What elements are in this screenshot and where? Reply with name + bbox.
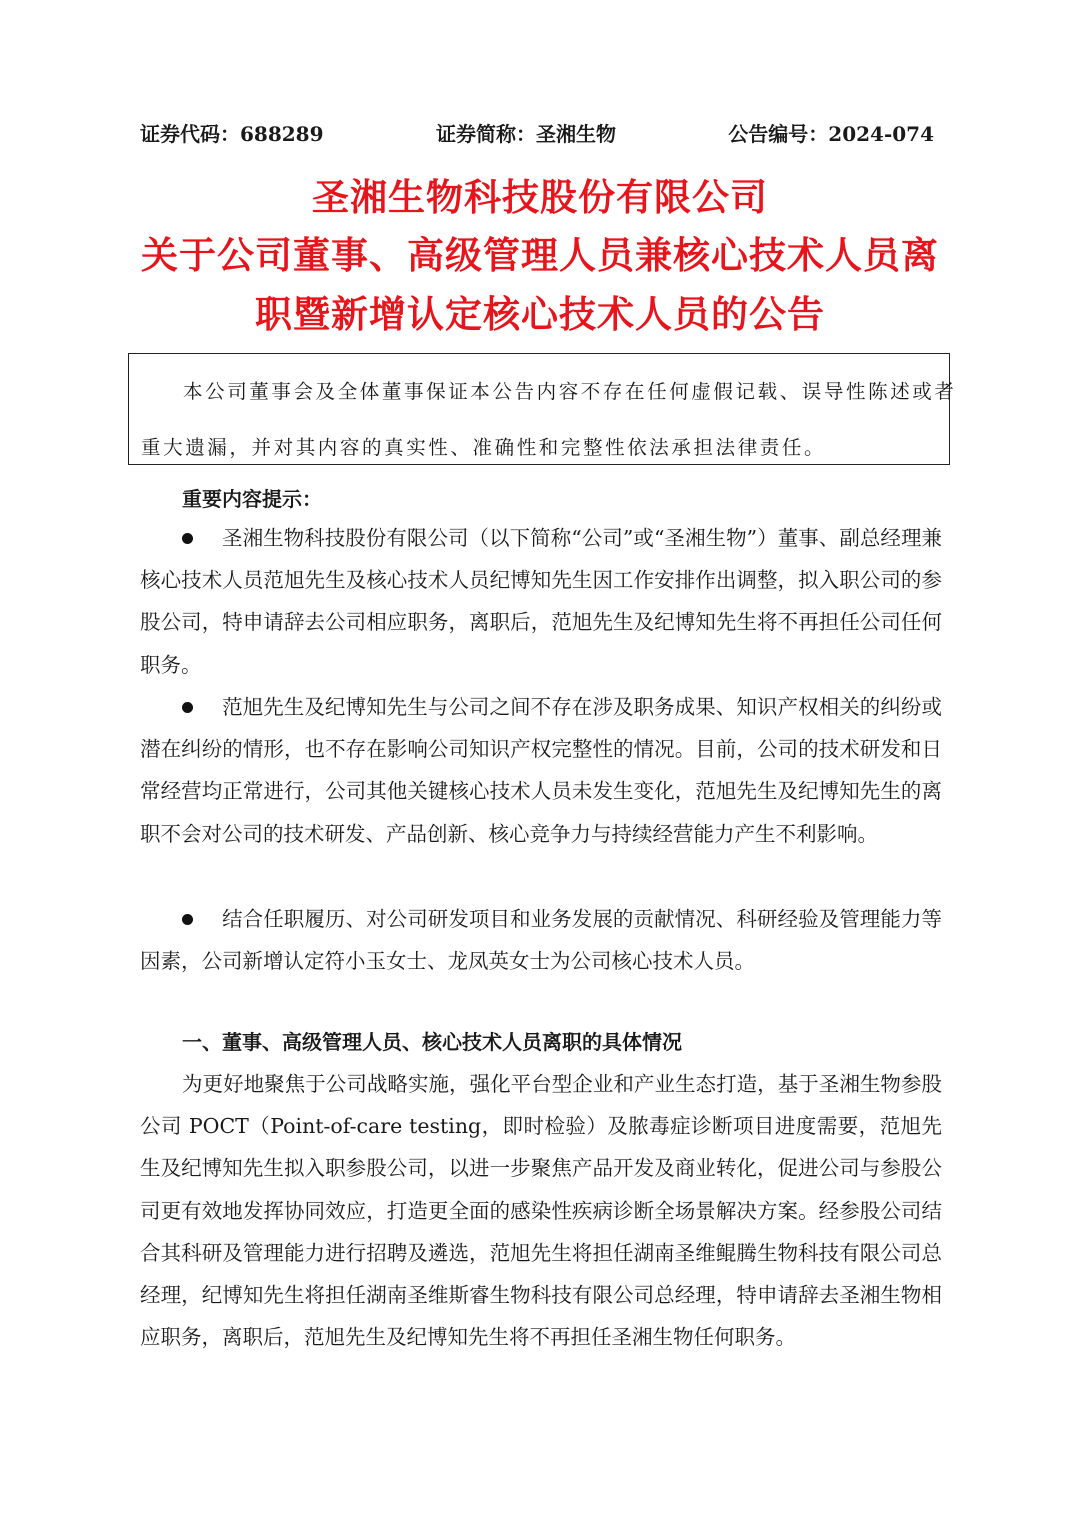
title-subject-line2: 职暨新增认定核心技术人员的公告 <box>255 293 825 336</box>
bullet-item <box>140 686 942 855</box>
notice-line-2: 重大遗漏，并对其内容的真实性、准确性和完整性依法承担法律责任。 <box>141 436 827 459</box>
bullet-text: 范旭先生及纪博知先生与公司之间不存在涉及职务成果、知识产权相关的纠纷或潜在纠纷的情形，也不存在影响公司知识产权完整性的情况。目前，公司的技术研发和日常经营均正常进行，公司其他关键核心技术人员未发生变化，范旭先生及纪博知先生的离职不会对公司的技术研发、产品创新、核心竞争力与持续经营能力产生不利影响。 <box>140 695 942 846</box>
stock-short-name: 证券简称：圣湘生物 <box>436 122 616 146</box>
bullet-icon <box>140 517 222 559</box>
section-1-heading: 一、董事、高级管理人员、核心技术人员离职的具体情况 <box>182 1030 682 1054</box>
header-info-line <box>140 118 940 152</box>
bullet-icon <box>140 686 222 728</box>
stock-code: 证券代码：688289 <box>140 122 324 146</box>
announcement-number: 公告编号：2024-074 <box>728 122 934 146</box>
board-guarantee-notice <box>128 353 957 465</box>
bullet-text: 圣湘生物科技股份有限公司（以下简称“公司”或“圣湘生物”）董事、副总经理兼核心技术人员范旭先生及核心技术人员纪博知先生因工作安排作出调整，拟入职公司的参股公司，特申请辞去公司相应职务，离职后，范旭先生及纪博知先生将不再担任公司任何职务。 <box>140 526 942 677</box>
bullet-text: 结合任职履历、对公司研发项目和业务发展的贡献情况、科研经验及管理能力等因素，公司新增认定符小玉女士、龙凤英女士为公司核心技术人员。 <box>140 907 942 974</box>
title-company: 圣湘生物科技股份有限公司 <box>312 176 768 219</box>
section-1-paragraph: 为更好地聚焦于公司战略实施，强化平台型企业和产业生态打造，基于圣湘生物参股公司 POCT（Point-of-care testing，即时检验）及脓毒症诊断项目进度需要，范旭先生及纪博知先生拟入职参股公司，以进一步聚焦产品开发及商业转化，促进公司与参股公司更有效地发挥协同效应，打造更全面的感染性疾病诊断全场景解决方案。经参股公司结合其科研及管理能力进行招聘及遴选，范旭先生将担任湖南圣维鲲腾生物科技有限公司总经理，纪博知先生将担任湖南圣维斯睿生物科技有限公司总经理，特申请辞去圣湘生物相应职务，离职后，范旭先生及纪博知先生将不再担任圣湘生物任何职务。 <box>140 1072 942 1350</box>
bullet-item <box>140 898 942 982</box>
important-content-label: 重要内容提示： <box>182 487 322 511</box>
notice-line-1: 本公司董事会及全体董事保证本公告内容不存在任何虚假记载、误导性陈述或者 <box>183 380 957 403</box>
bullet-item <box>140 517 942 686</box>
title-subject-line1: 关于公司董事、高级管理人员兼核心技术人员离 <box>141 234 939 277</box>
bullet-icon <box>140 898 222 940</box>
